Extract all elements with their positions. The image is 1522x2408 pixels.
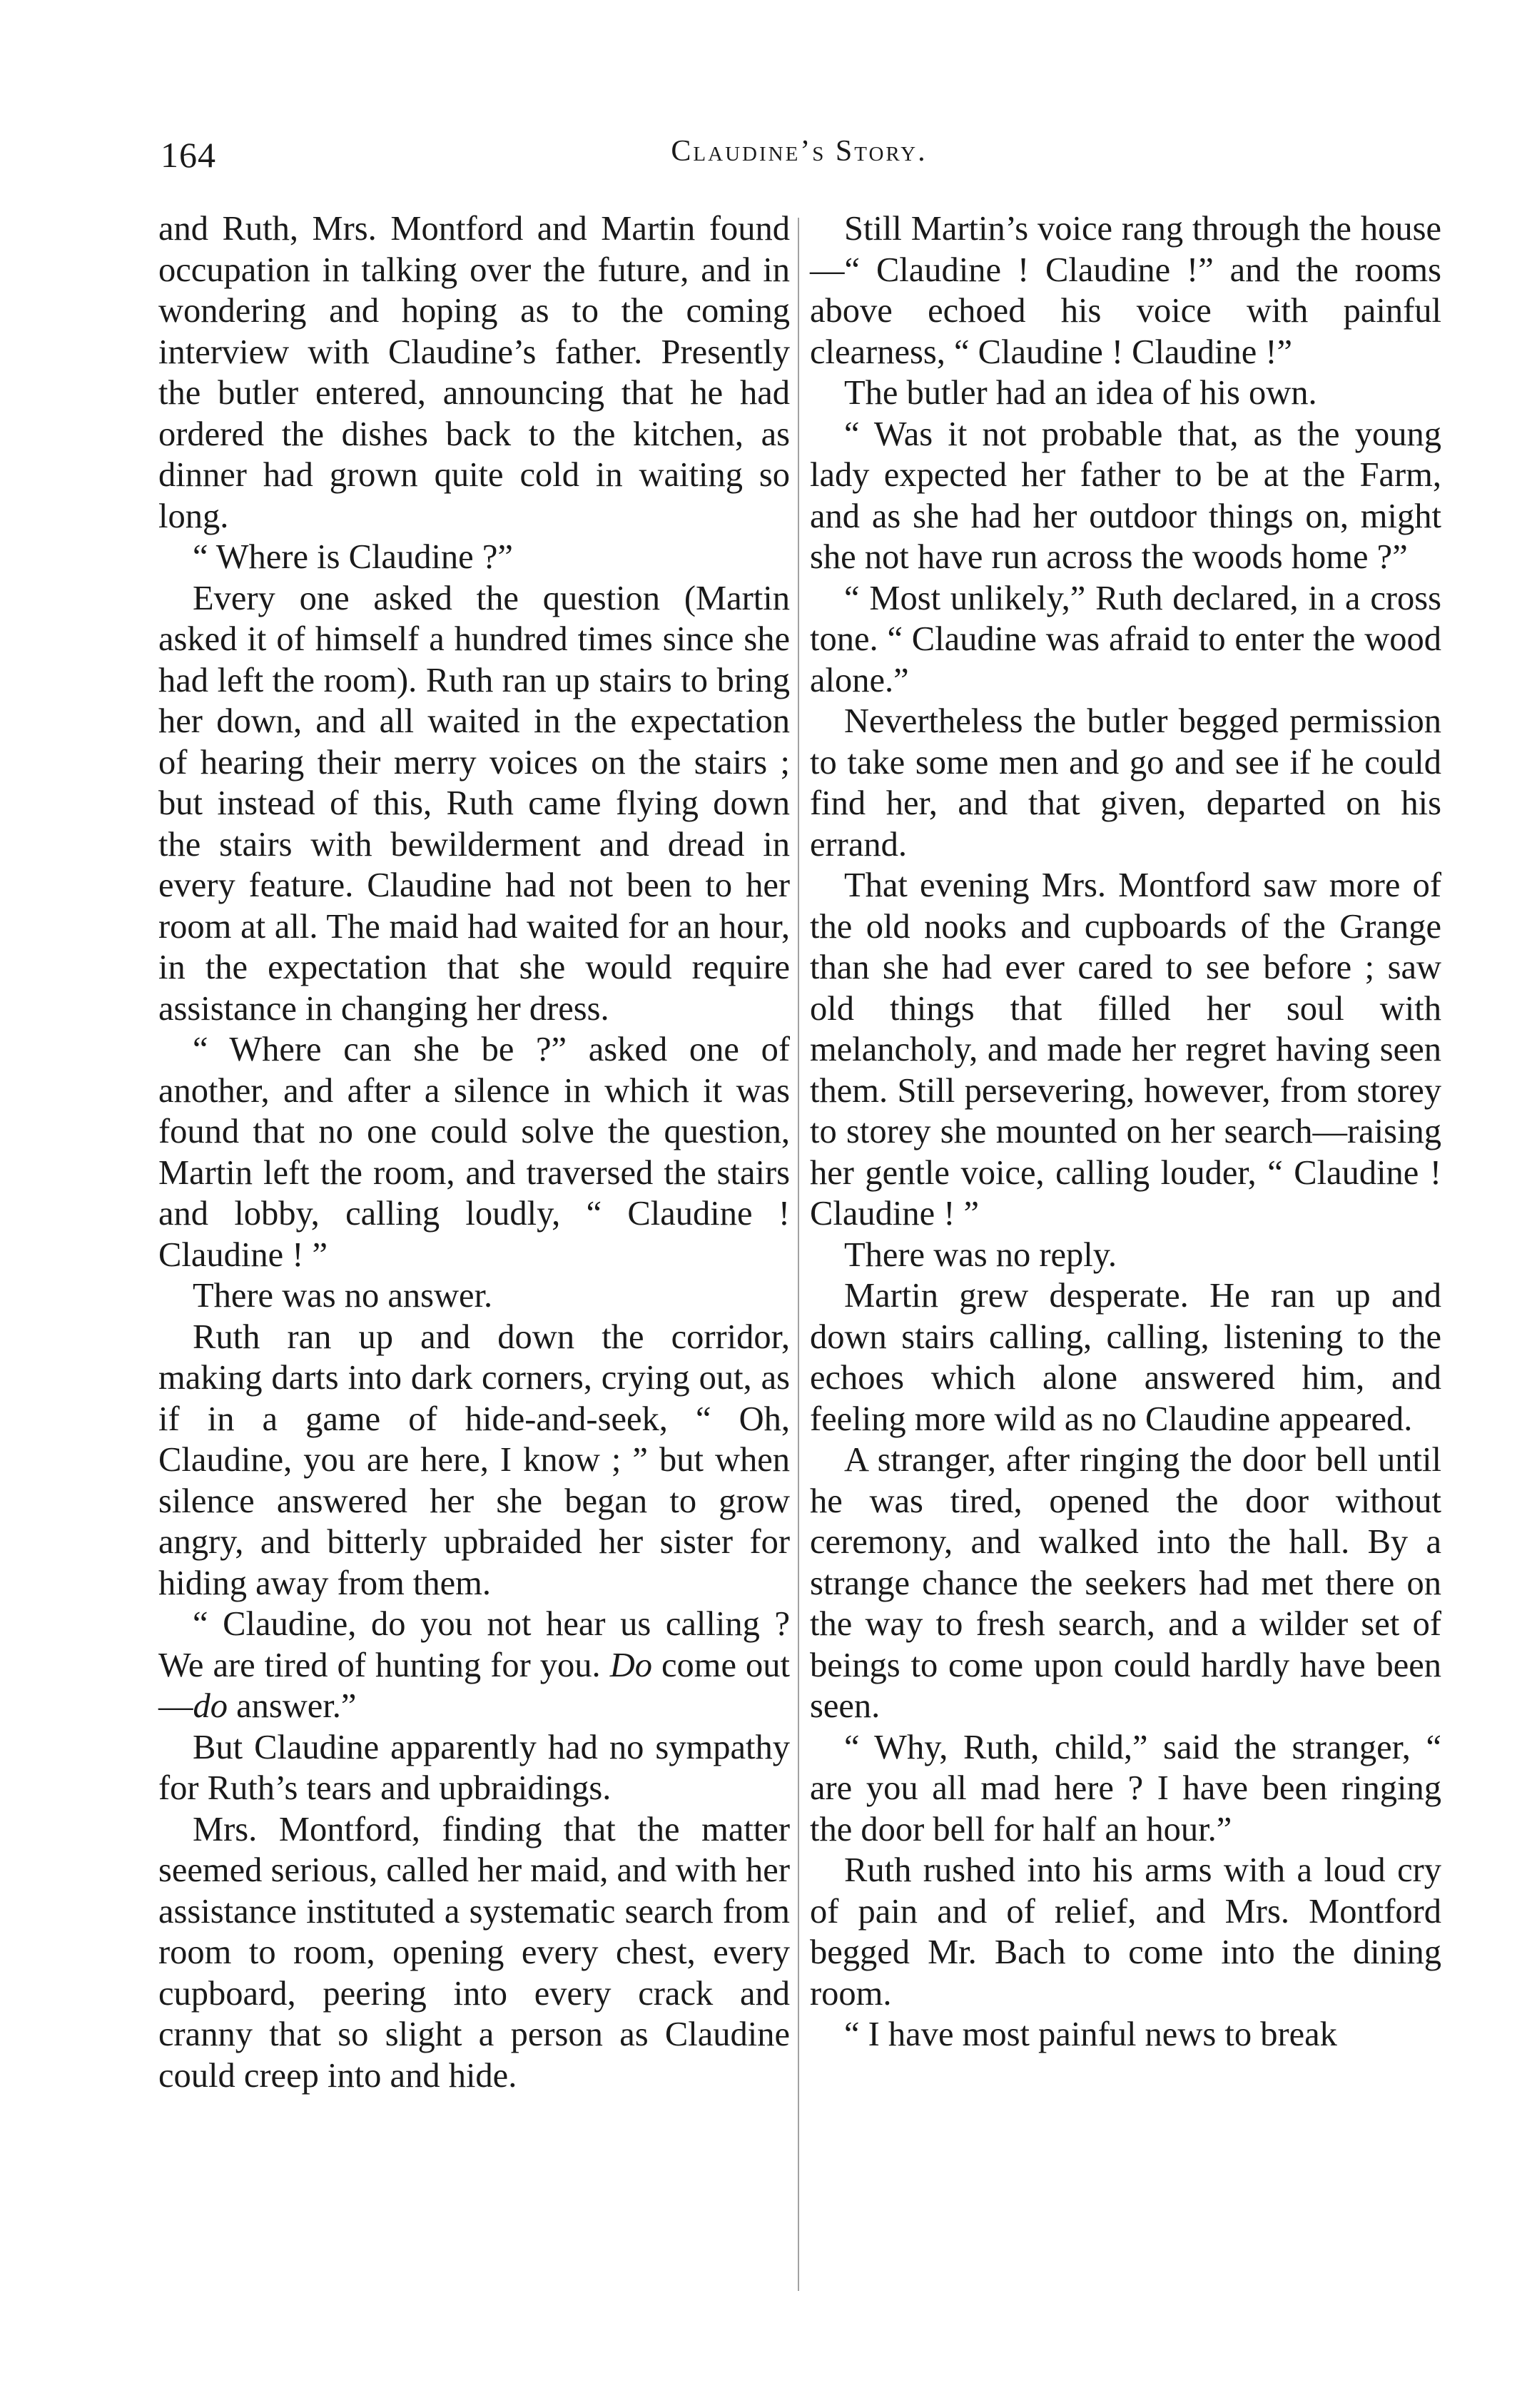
paragraph: and Ruth, Mrs. Montford and Martin found occupation in talking over the future, and in wondering and hoping as to the coming interview with Claudine’s father. Presently the butler entered, announcing that he had ordered the dishes back to the kitchen, as dinner had grown quite cold in waiting so long. xyxy=(158,210,790,535)
paragraph-text: answer.” xyxy=(228,1687,357,1725)
paragraph: Martin grew desperate. He ran up and down stairs calling, calling, listening to the echoes which alone answered him, and feeling more wild as no Claudine appeared. xyxy=(810,1277,1441,1438)
right-column xyxy=(810,208,1441,2055)
page-number: 164 xyxy=(161,135,216,175)
paragraph: “ Where can she be ?” asked one of another, and after a silence in which it was found that no one could solve the question, Martin left the room, and traversed the stairs and lobby, calling loudly, “ Claudine ! Claudine ! ” xyxy=(158,1031,790,1274)
emphasis: do xyxy=(193,1687,228,1725)
paragraph: Ruth rushed into his arms with a loud cry of pain and of relief, and Mrs. Montford begged Mr. Bach to come into the dining room. xyxy=(810,1851,1441,2013)
paragraph: Ruth ran up and down the corridor, making darts into dark corners, crying out, as if in a game of hide-and-seek, “ Oh, Claudine, you are here, I know ; ” but when silence answered her she began to grow angry, and bitterly upbraided her sister for hiding away from them. xyxy=(158,1317,790,1602)
paragraph-text: “ Claudine, do you not hear us calling ? We are tired of hunting for you. xyxy=(158,1605,790,1684)
paragraph: A stranger, after ringing the door bell until he was tired, opened the door without ceremony, and walked into the hall. By a strange chance the seekers had met there on the way to fresh search, and a wilder set of beings to come upon could hardly have been seen. xyxy=(810,1441,1441,1725)
paragraph: Still Martin’s voice rang through the house—“ Claudine ! Claudine !” and the rooms above echoed his voice with painful clearness, “ Claudine ! Claudine !” xyxy=(810,210,1441,371)
paragraph-text: come out— xyxy=(158,1646,791,1725)
paragraph: Nevertheless the butler begged permission to take some men and go and see if he could find her, and that given, departed on his errand. xyxy=(810,702,1441,864)
paragraph: “ Most unlikely,” Ruth declared, in a cross tone. “ Claudine was afraid to enter the wood alone.” xyxy=(810,579,1441,699)
emphasis: Do xyxy=(609,1646,652,1684)
paragraph: Mrs. Montford, finding that the matter seemed serious, called her maid, and with her assistance instituted a systematic search from room to room, opening every chest, every cupboard, peering into every crack and cranny that so slight a person as Claudine could creep into and hide. xyxy=(158,1810,790,2095)
paragraph: There was no reply. xyxy=(844,1235,1117,1274)
page-header xyxy=(161,134,1438,184)
paragraph xyxy=(158,1604,790,1727)
paragraph: “ I have most painful news to break xyxy=(844,2015,1337,2053)
paragraph: Every one asked the question (Martin asked it of himself a hundred times since she had left the room). Ruth ran up stairs to bring her down, and all waited in the expectation of hearing their merry voices on the stairs ; but instead of this, Ruth came flying down the stairs with bewilderment and dread in every feature. Claudine had not been to her room at all. The maid had waited for an hour, in the expectation that she would require assistance in changing her dress. xyxy=(158,579,790,1028)
paragraph: “ Was it not probable that, as the young lady expected her father to be at the Farm, and as she had her outdoor things on, might she not have run across the woods home ?” xyxy=(810,415,1441,576)
paragraph: That evening Mrs. Montford saw more of the old nooks and cupboards of the Grange than she had ever cared to see before ; saw old things that filled her soul with melancholy, and made her regret having seen them. Still persevering, however, from storey to storey she mounted on her search—raising her gentle voice, calling louder, “ Claudine ! Claudine ! ” xyxy=(810,866,1441,1233)
paragraph: “ Why, Ruth, child,” said the stranger, “ are you all mad here ? I have been ringing the door bell for half an hour.” xyxy=(810,1728,1441,1848)
left-column xyxy=(158,208,790,2096)
paragraph: There was no answer. xyxy=(193,1277,493,1315)
paragraph: “ Where is Claudine ?” xyxy=(193,538,513,576)
column-divider xyxy=(798,218,799,2291)
running-title: Claudine’s Story. xyxy=(671,135,928,168)
paragraph: But Claudine apparently had no sympathy for Ruth’s tears and upbraidings. xyxy=(158,1728,790,1807)
paragraph: The butler had an idea of his own. xyxy=(844,374,1317,412)
